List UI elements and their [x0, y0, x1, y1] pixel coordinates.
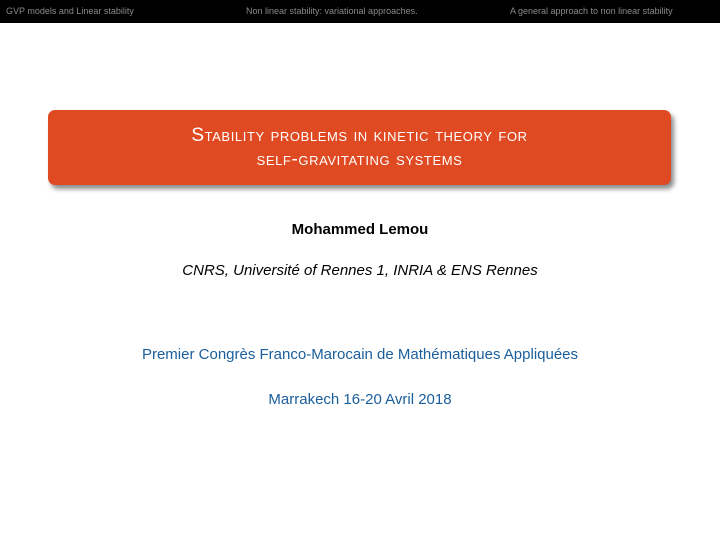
nav-section-general-approach[interactable]: A general approach to non linear stability	[510, 6, 673, 16]
title-line-1: Stability problems in kinetic theory for	[191, 124, 528, 146]
event-name: Premier Congrès Franco-Marocain de Mathématiques Appliquées	[141, 346, 579, 363]
title-line-2: self-gravitating systems	[256, 148, 463, 170]
section-navigation-bar	[0, 0, 720, 23]
nav-section-gvp-models[interactable]: GVP models and Linear stability	[6, 6, 134, 16]
title-box	[48, 110, 671, 185]
event-date-location: Marrakech 16-20 Avril 2018	[268, 391, 452, 408]
author-affiliation: CNRS, Université of Rennes 1, INRIA & ENS Rennes	[182, 262, 538, 279]
author-name: Mohammed Lemou	[291, 221, 429, 238]
nav-section-nonlinear-variational[interactable]: Non linear stability: variational approaches.	[246, 6, 418, 16]
